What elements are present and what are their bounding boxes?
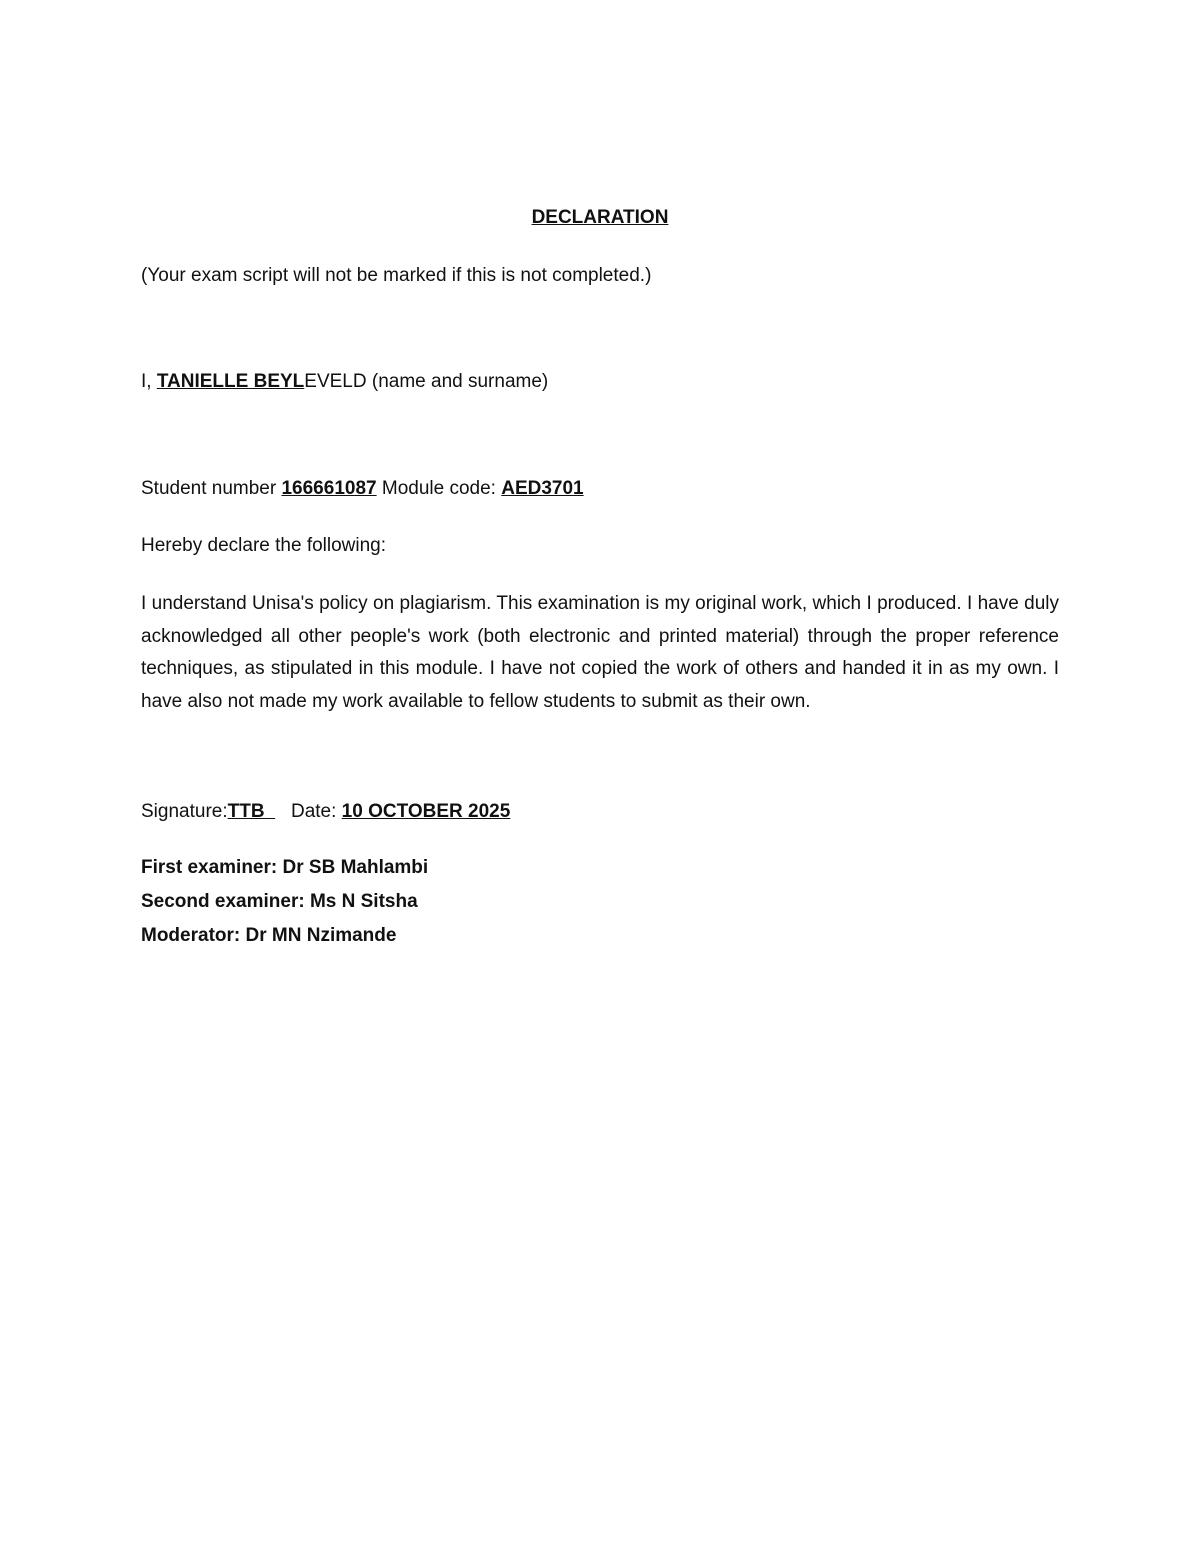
student-name-rest: EVELD xyxy=(304,371,367,392)
declaration-paragraph: I understand Unisa's policy on plagiarism. This examination is my original work, which I produced. I have duly acknowledged all other people's work (both electronic and printed material) through the proper reference techniques, as stipulated in this module. I have not copied the work of others and handed it in as my own. I have also not made my work available to fellow students to submit as their own. xyxy=(141,593,1059,712)
student-name-underlined: TANIELLE BEYL xyxy=(156,371,305,392)
declare-intro: Hereby declare the following: xyxy=(141,535,387,556)
module-code-label: Module code: xyxy=(376,478,502,499)
date-label: Date: xyxy=(290,801,342,822)
name-prefix: I, xyxy=(141,371,157,392)
first-examiner: First examiner: Dr SB Mahlambi xyxy=(141,857,429,878)
student-number-label: Student number xyxy=(141,478,282,499)
signature-line xyxy=(141,800,510,824)
moderator: Moderator: Dr MN Nzimande xyxy=(141,925,397,946)
student-info-line xyxy=(141,477,584,501)
student-number-value: 166661087 xyxy=(281,478,377,499)
page-title: DECLARATION xyxy=(531,207,669,228)
signature-value: TTB xyxy=(227,801,265,822)
date-value: 10 OCTOBER 2025 xyxy=(341,801,511,822)
signature-label: Signature: xyxy=(141,801,228,822)
name-suffix: (name and surname) xyxy=(366,371,549,392)
second-examiner: Second examiner: Ms N Sitsha xyxy=(141,891,418,912)
name-line xyxy=(141,370,548,394)
completion-notice: (Your exam script will not be marked if this is not completed.) xyxy=(141,265,652,286)
module-code-value: AED3701 xyxy=(501,478,584,499)
